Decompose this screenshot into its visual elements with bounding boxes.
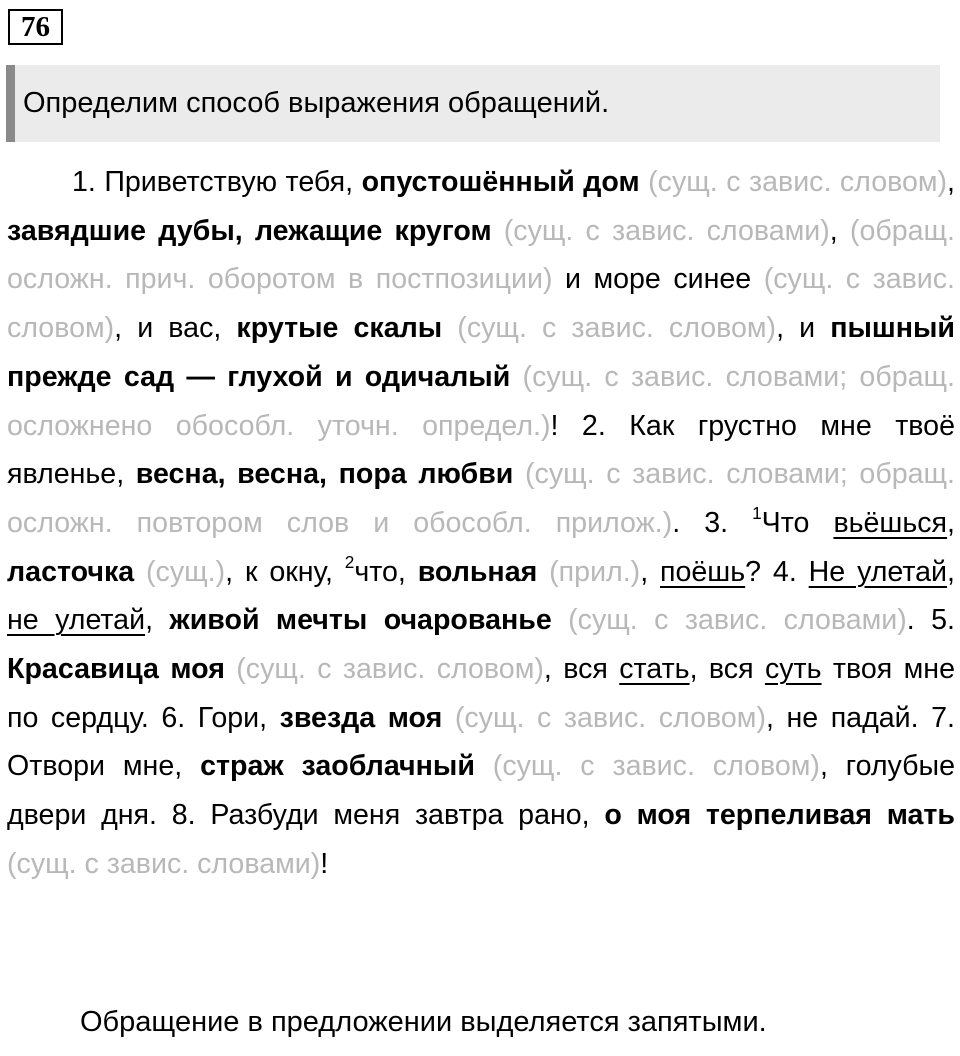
plain-text: и море синее bbox=[552, 263, 752, 296]
grammar-comment: (сущ. с завис. словами) bbox=[551, 604, 907, 637]
plain-text: , bbox=[640, 555, 661, 588]
grammar-comment: (сущ. с завис. словами; обращ. осложн. повтором слов и обособл. прилож.) bbox=[7, 458, 955, 539]
plain-text: Гори, bbox=[197, 701, 280, 734]
grammar-comment: (сущ. с завис. словом) bbox=[639, 166, 948, 198]
predicate-word: стать bbox=[619, 653, 690, 686]
sentence-number: 1. bbox=[72, 166, 105, 198]
conclusion-text: Обращение в предложении выделяется запятыми. bbox=[80, 1006, 767, 1038]
task-number: 76 bbox=[21, 10, 50, 43]
sentence-6 bbox=[149, 702, 919, 734]
plain-text: что, bbox=[354, 555, 418, 588]
plain-text: Разбуди меня завтра рано, bbox=[210, 799, 605, 832]
sentence-1 bbox=[7, 166, 955, 442]
plain-text: Как грустно мне твоё явленье, bbox=[7, 409, 955, 491]
plain-text: . bbox=[906, 604, 915, 637]
plain-text: Что bbox=[761, 506, 834, 539]
plain-text: , вся bbox=[543, 653, 620, 686]
task-instruction: Определим способ выражения обращений. bbox=[23, 87, 610, 119]
grammar-comment: (сущ. с завис. словом) bbox=[442, 312, 777, 345]
plain-text: , вся bbox=[689, 653, 765, 686]
sentence-number: 3. bbox=[680, 506, 753, 539]
address-word: живой мечты очарованье bbox=[169, 604, 552, 637]
sentence-number: 2. bbox=[558, 409, 630, 442]
grammar-comment: (сущ. с завис. словами) bbox=[491, 214, 830, 247]
plain-text: ! bbox=[320, 847, 329, 880]
grammar-comment: (прил.) bbox=[537, 555, 641, 588]
grammar-comment: (сущ. с завис. словом) bbox=[224, 653, 544, 686]
address-word: о моя терпеливая мать bbox=[604, 799, 955, 832]
grammar-comment: (обращ. осложн. прич. оборотом в постпозиции) bbox=[7, 214, 955, 296]
predicate-word: поёшь bbox=[660, 555, 746, 588]
address-word: Красавица моя bbox=[7, 653, 225, 686]
grammar-comment: (сущ. с завис. словом) bbox=[7, 263, 955, 345]
plain-text: , bbox=[947, 555, 955, 588]
plain-text: , и bbox=[776, 312, 831, 345]
grammar-comment: (сущ. с завис. словами) bbox=[7, 847, 321, 880]
plain-text: , к окну, bbox=[225, 555, 345, 588]
sentence-number: 7. bbox=[918, 701, 955, 734]
plain-text: , и вас, bbox=[114, 312, 237, 345]
address-word: крутые скалы bbox=[236, 312, 443, 345]
plain-text: ! bbox=[550, 409, 559, 442]
plain-text: , bbox=[829, 214, 850, 247]
plain-text: , bbox=[947, 506, 955, 539]
plain-text: . bbox=[672, 506, 681, 539]
predicate-word: не улетай bbox=[7, 604, 146, 637]
part-index: 1 bbox=[752, 503, 762, 524]
task-instruction-bar bbox=[6, 65, 940, 142]
predicate-word: Не улетай bbox=[808, 555, 948, 588]
address-word: опустошённый дом bbox=[361, 166, 640, 198]
answer-text bbox=[7, 158, 955, 889]
plain-text: , bbox=[145, 604, 170, 637]
address-word: завядшие дубы, лежащие кругом bbox=[7, 214, 492, 247]
address-word: звезда моя bbox=[279, 701, 443, 734]
sentence-number: 8. bbox=[157, 799, 211, 832]
address-word: весна, весна, пора любви bbox=[135, 458, 514, 491]
sentence-number: 5. bbox=[914, 604, 956, 637]
predicate-word: вьёшься bbox=[833, 506, 948, 539]
address-word: вольная bbox=[417, 555, 538, 588]
grammar-comment: (сущ. с завис. словом) bbox=[474, 750, 820, 783]
plain-text: , голубые двери дня. bbox=[7, 750, 956, 832]
grammar-comment: (сущ. с завис. словом) bbox=[442, 701, 766, 734]
grammar-comment: (сущ.) bbox=[134, 555, 226, 588]
address-word: страж заоблачный bbox=[200, 750, 475, 783]
address-word: пышный прежде сад — глухой и одичалый bbox=[7, 312, 955, 393]
address-word: ласточка bbox=[7, 555, 135, 588]
part-index: 2 bbox=[344, 551, 355, 572]
plain-text: Приветствую тебя, bbox=[104, 166, 362, 198]
plain-text: , bbox=[947, 166, 955, 198]
sentence-number: 4. bbox=[761, 555, 809, 588]
plain-text: Отвори мне, bbox=[7, 750, 201, 783]
task-number-box bbox=[8, 9, 63, 45]
sentence-number: 6. bbox=[148, 701, 198, 734]
predicate-word: суть bbox=[764, 653, 822, 686]
plain-text: , не падай. bbox=[765, 701, 919, 734]
grammar-comment: (сущ. с завис. словами; обращ. осложнено обособл. уточн. определ.) bbox=[7, 360, 955, 442]
plain-text: ? bbox=[745, 555, 762, 588]
plain-text: твоя мне по сердцу. bbox=[7, 653, 955, 734]
